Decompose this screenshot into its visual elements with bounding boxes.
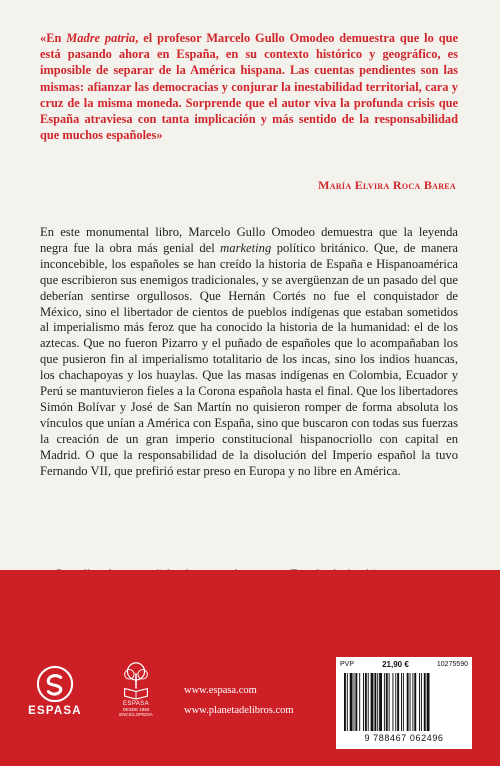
blurb-quote: [40, 30, 458, 143]
url-planeta[interactable]: www.planetadelibros.com: [184, 705, 294, 716]
barcode-bar: [412, 673, 413, 731]
barcode-bar: [397, 673, 399, 731]
barcode-bar: [384, 673, 385, 731]
barcode-bar: [344, 673, 346, 731]
synopsis-part-2: político británico. Que, de manera inconcebible, los españoles se han creído la historia de España e Hispanoamérica que escribieron sus enemigos tradicionales, y se avergüenzan de un pasado del que deberían sentirse orgullosos. Que Hernán Cortés no fue el conquistador de México, sino el libertador de cientos de pueblos indígenas que estaban sometidos al imperialismo más feroz que ha conocido la historia de la humanidad: el de los aztecas. Que no fueron Pizarro y el puñado de españoles que lo acompañaban los que pusieron fin al imperialismo totalitario de los incas, sino los indios huancas, los chachapoyas y los huaylas. Que las masas indígenas en Colombia, Ecuador y Perú se mantuvieron fieles a la Corona española hasta el final. Que los libertadores Simón Bolívar y José de San Martín no quisieron romper de forma absoluta los vínculos que unían a América con España, sino que buscaron con todas sus fuerzas la creación de un gran imperio constitucional hispanocriollo con capital en Madrid. O que la responsabilidad de la disolución del Imperio español la tuvo Fernando VII, que prefirió estar preso en Europa y no libre en América.: [40, 240, 458, 478]
barcode-bar: [379, 673, 382, 731]
synopsis-part-1: En este monumental libro, Marcelo Gullo Omodeo demuestra que la leyenda negra fue la obra más genial del: [40, 225, 458, 255]
barcode-bar: [347, 673, 348, 731]
quote-book-title: Madre patria: [66, 31, 136, 45]
barcode-bar: [363, 673, 364, 731]
barcode-icon: [340, 673, 468, 731]
espasa-wordmark: ESPASA: [28, 705, 82, 717]
barcode-bar: [419, 673, 420, 731]
barcode-bar: [350, 673, 353, 731]
quote-text: [40, 30, 458, 143]
quote-body: , el profesor Marcelo Gullo Omodeo demuestra que lo que está pasando ahora en España, en su contexto histórico y geográfico, es imposible de separar de la América hispana. Las cuentas pendientes son las mismas: afianzar las democracias y conjurar la inestabilidad territorial, cara y cruz de la misma moneda. Sorprende que el autor viva la profunda crisis que España atraviesa con tanta implicación y más sentido de la responsabilidad que muchos españoles»: [40, 31, 458, 143]
barcode-bar: [410, 673, 411, 731]
barcode-bar: [407, 673, 409, 731]
tree-logo-label: ESPASA: [123, 701, 149, 707]
isbn-number: 9 788467 062496: [364, 733, 444, 743]
barcode-bar: [371, 673, 374, 731]
espasa-logo: [24, 665, 86, 717]
barcode-bar: [386, 673, 388, 731]
barcode-bar: [354, 673, 355, 731]
barcode-bar: [403, 673, 404, 731]
espasa-tree-logo: [113, 660, 159, 717]
barcode-bar: [414, 673, 416, 731]
price-row: [340, 660, 468, 669]
url-espasa[interactable]: www.espasa.com: [184, 685, 257, 696]
tree-logo-sub2: ENCICLOPEDIA: [119, 712, 153, 717]
barcode-bar: [421, 673, 422, 731]
barcode-bar: [374, 673, 376, 731]
barcode-bar: [424, 673, 426, 731]
barcode-bar: [392, 673, 393, 731]
barcode-bar: [427, 673, 430, 731]
barcode-bar: [359, 673, 360, 731]
tree-icon: [117, 660, 155, 700]
barcode-bar: [401, 673, 402, 731]
publisher-urls: [184, 681, 294, 721]
quote-attribution: María Elvira Roca Barea: [318, 178, 456, 192]
quote-open: «En: [40, 31, 67, 45]
synopsis-italic-word: marketing: [220, 240, 272, 255]
barcode-bar: [365, 673, 367, 731]
tree-logo-sub1: DESDE 1860: [122, 707, 150, 712]
barcode-panel: [336, 657, 472, 749]
price-value: 21,90 €: [382, 660, 409, 669]
product-code: 10275590: [436, 661, 468, 668]
barcode-bar: [389, 673, 390, 731]
barcode-bar: [395, 673, 396, 731]
synopsis-paragraph: [40, 225, 458, 480]
barcode-bar: [355, 673, 357, 731]
espasa-emblem-icon: [36, 665, 74, 703]
barcode-bar: [377, 673, 378, 731]
back-cover-synopsis: [40, 225, 458, 480]
pvp-label: PVP: [340, 661, 355, 668]
barcode-bar: [368, 673, 369, 731]
